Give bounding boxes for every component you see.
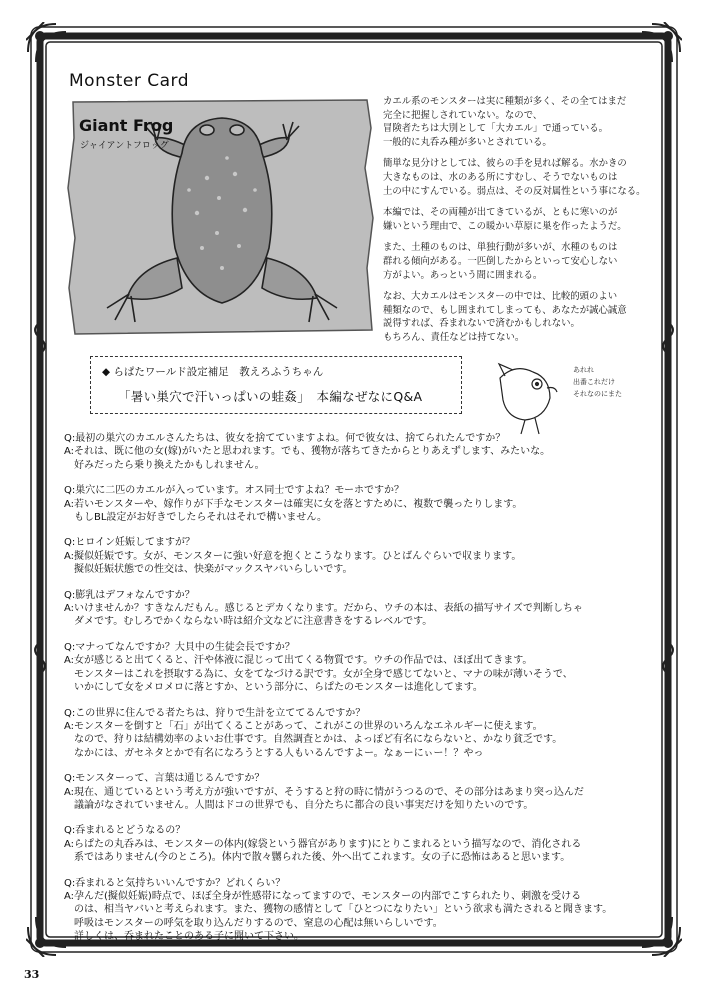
monster-name-kana: ジャイアントフロッグ — [80, 141, 169, 151]
description-paragraph: カエル系のモンスターは実に種類が多く、その全てはまだ 完全に把握しされていない。なので、 冒険者たちは大別として「大カエル」で通っている。 一般的に丸呑み種が多いとされている。 — [383, 96, 627, 148]
answer: A:女が感じると出てくると、汗や体液に混じって出てくる物質です。ウチの作品では、ほぼ出てきます。 モンスターはこれを摂取する為に、女をてなづける訳です。女が全身で感じてないと、マナの味が薄いそうで、 いかにして女をメロメロに落とすか、という部分に、らぱたのモンスターは進化してます。 — [64, 655, 573, 694]
character-doodle — [495, 358, 645, 436]
answer: A:若いモンスターや、嫁作りが下手なモンスターは確実に女を落とすために、複数で襲ったりします。 もしBL設定がお好きでしたらそれはそれで構いません。 — [64, 498, 523, 524]
qa-item — [64, 484, 664, 524]
question: Q:呑まれると気持ちいいんですか？どれくらい？ — [64, 877, 286, 889]
question: Q:呑まれるとどうなるの？ — [64, 825, 186, 837]
qa-item — [64, 707, 664, 761]
description-paragraph: 本編では、その両種が出てきているが、ともに寒いのが 嫌いという理由で、この暖かい草原に巣を作ったようだ。 — [383, 207, 627, 232]
question: Q:モンスターって、言葉は通じるんですか？ — [64, 773, 265, 785]
question: Q:最初の巣穴のカエルさんたちは、彼女を捨てていますよね。何で彼女は、捨てられたんですか？ — [64, 433, 506, 444]
qa-item — [64, 589, 664, 629]
qa-list — [64, 432, 664, 956]
answer: A:それは、既に他の女(嫁)がいたと思われます。でも、獲物が落ちてきたからとりあえずします、みたいな。 好みだったら乗り換えたかもしれません。 — [64, 446, 551, 471]
answer: A:いけませんか？すきなんだもん。感じるとデカくなります。だから、ウチの本は、表紙の描写サイズで判断しちゃ ダメです。むしろでかくならない時は紹介文などに注意書きをするレベルです。 — [64, 603, 583, 628]
doodle-text-line: 出番これだけ — [573, 378, 615, 386]
qa-item — [64, 877, 664, 944]
answer: A:らぱたの丸呑みは、モンスターの体内(嫁袋という器官があります)にとりこまれるという描写なので、消化される 系ではありません(今のところ)。体内で散々嬲られた後、外へ出てこれます。女の子に恐怖はあると思います。 — [64, 838, 582, 864]
answer: A:擬似妊娠です。女が、モンスターに強い好意を抱くとこうなります。ひとばんぐらいで収まります。 擬似妊娠状態での性交は、快楽がマックスヤバいらしいです。 — [64, 550, 522, 576]
description-paragraph: なお、大カエルはモンスターの中では、比較的頭のよい 種類なので、もし囲まれてしまっても、あなたが誠心誠意 説得すれば、呑まれないで済むかもしれない。 もちろん、責任などは持てない。 — [383, 291, 627, 343]
answer: A:モンスターを倒すと「石」が出てくることがあって、これがこの世界のいろんなエネルギーに使えます。 なので、狩りは結構効率のよいお仕事です。自然調査とかは、よっぽど有名にならないと、かなり貧乏です。 なかには、ガセネタとかで有名になろうとする人もいるんですよー。なぁーにぃー！？やっ — [64, 720, 563, 759]
qa-item — [64, 772, 664, 812]
question: Q:マナってなんですか？大貝中の生徒会長ですか？ — [64, 641, 295, 653]
qa-item — [64, 824, 664, 864]
question: Q:巣穴に二匹のカエルが入っています。オス同士ですよね？モーホですか？ — [64, 485, 404, 497]
monster-description — [383, 95, 651, 353]
qa-section-subtitle: 「暑い巣穴で汗いっぱいの蛙姦」 本編なぜなにQ&A — [118, 389, 423, 404]
qa-item — [64, 536, 664, 576]
question: Q:膨乳はデフォなんですか？ — [64, 589, 195, 601]
question: Q:ヒロイン妊娠してますが？ — [64, 537, 195, 549]
description-paragraph: また、土種のものは、単独行動が多いが、水種のものは 群れる傾向がある。一匹倒したからといって安心しない 方がよい。あっという間に囲まれる。 — [383, 242, 618, 281]
monster-card-heading: Monster Card — [69, 71, 189, 91]
answer: A:現在、通じているという考え方が強いですが、そうすると狩の時に情がうつるので、その部分はあまり突っ込んだ 議論がなされていません。人間はドコの世界でも、自分たちに都合の良い事実だけを知りたいのです。 — [64, 786, 584, 811]
page-number: 33 — [24, 968, 40, 981]
qa-item — [64, 641, 664, 695]
qa-section-header: ◆ らぱたワールド設定補足 教えろふうちゃん — [102, 366, 324, 378]
doodle-text-line: それなのにまた — [573, 390, 622, 398]
question: Q:この世界に住んでる者たちは、狩りで生計を立ててるんですか？ — [64, 707, 366, 719]
monster-name: Giant Frog — [79, 116, 174, 135]
qa-item — [64, 432, 664, 472]
doodle-text-line: あれれ — [573, 366, 594, 374]
description-paragraph: 簡単な見分けとしては、彼らの手を見れば解る。水かきの 大きなものは、水のある所にすむし、そうでないものは 土の中にすんでいる。弱点は、その反対属性という事になる。 — [383, 158, 646, 197]
answer: A:孕んだ(擬似妊娠)時点で、ほぼ全身が性感帯になってますので、モンスターの内部でこすられたり、刺激を受ける のは、相当ヤバいと考えられます。また、獲物の感情として「ひとつになりたい」という欲求も満たされると聞きます。 呼吸はモンスターの呼気を取り込んだりするので、窒息の心配は無いらしいです。 詳しくは、呑まれたことのある子に聞いて下さい。 — [64, 890, 613, 943]
